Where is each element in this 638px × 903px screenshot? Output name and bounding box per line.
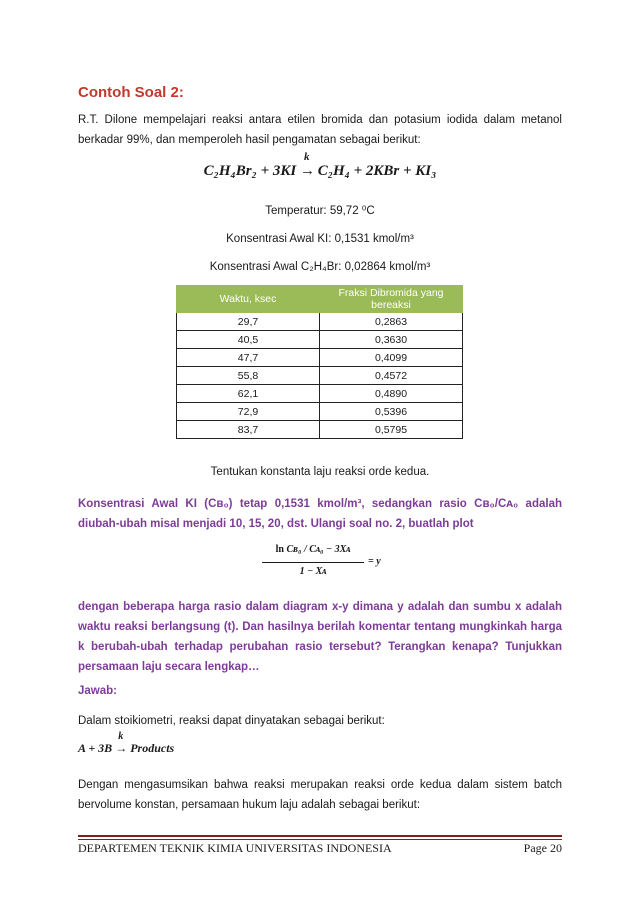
reaction-equation bbox=[78, 151, 562, 180]
table-cell: 0,4890 bbox=[320, 385, 463, 403]
equation-numerator: Cʙ₀ / Cᴀ₀ − 3Xᴀ bbox=[286, 544, 351, 555]
table-cell: 72,9 bbox=[177, 403, 320, 421]
example-heading: Contoh Soal 2: bbox=[78, 84, 184, 101]
table-cell: 62,1 bbox=[177, 385, 320, 403]
equation-ln: ln bbox=[275, 544, 284, 555]
reaction-arrow-label: k bbox=[303, 151, 310, 163]
footer-department: DEPARTEMEN TEKNIK KIMIA UNIVERSITAS INDONESIA bbox=[78, 841, 392, 855]
reaction-rhs: C₂H₄ + 2KBr + KI₃ bbox=[317, 163, 437, 179]
stoich-arrow-label: k bbox=[118, 731, 124, 742]
intro-paragraph: R.T. Dilone mempelajari reaksi antara etilen bromida dan potasium iodida dalam metanol berkadar 99%, dan memperoleh hasil pengamatan sebagai berikut: bbox=[78, 114, 562, 146]
condition-temperature: Temperatur: 59,72 ⁰C bbox=[265, 205, 375, 217]
table-row bbox=[177, 385, 463, 403]
stoich-lhs: A + 3B bbox=[78, 741, 113, 755]
purple-paragraph-1: Konsentrasi Awal KI (Cʙ₀) tetap 0,1531 kmol/m³, sedangkan rasio Cʙ₀/Cᴀ₀ adalah diubah-ubah misal menjadi 10, 15, 20, dst. Ulangi soal no. 2, buatlah plot bbox=[78, 498, 562, 530]
table-row bbox=[177, 331, 463, 349]
condition-ki: Konsentrasi Awal KI: 0,1531 kmol/m³ bbox=[226, 233, 414, 245]
table-cell: 47,7 bbox=[177, 349, 320, 367]
table-cell: 0,3630 bbox=[320, 331, 463, 349]
stoich-arrow: → bbox=[115, 741, 128, 755]
table-header-row bbox=[177, 286, 463, 313]
equation-denominator: 1 − Xᴀ bbox=[299, 566, 327, 577]
table-cell: 0,4099 bbox=[320, 349, 463, 367]
footer-page-number: Page 20 bbox=[523, 841, 562, 855]
table-cell: 0,2863 bbox=[320, 313, 463, 331]
table-header-fraction: Fraksi Dibromida yang bereaksi bbox=[320, 286, 463, 313]
table-row bbox=[177, 421, 463, 439]
stoichiometric-equation bbox=[78, 731, 175, 756]
answer-label: Jawab: bbox=[78, 685, 117, 697]
reaction-lhs: C₂H₄Br₂ + 3KI bbox=[203, 163, 297, 179]
table-row bbox=[177, 349, 463, 367]
table-cell: 83,7 bbox=[177, 421, 320, 439]
fraction-bar bbox=[262, 562, 364, 563]
table-row bbox=[177, 367, 463, 385]
table-cell: 0,4572 bbox=[320, 367, 463, 385]
condition-c2h4br: Konsentrasi Awal C₂H₄Br: 0,02864 kmol/m³ bbox=[209, 261, 431, 273]
stoichiometry-intro: Dalam stoikiometri, reaksi dapat dinyatakan sebagai berikut: bbox=[78, 715, 385, 727]
table-row bbox=[177, 313, 463, 331]
footer-rule bbox=[78, 835, 562, 840]
equation-rhs: = y bbox=[368, 556, 381, 567]
table-cell: 0,5795 bbox=[320, 421, 463, 439]
table-row bbox=[177, 403, 463, 421]
closing-paragraph: Dengan mengasumsikan bahwa reaksi merupakan reaksi orde kedua dalam sistem batch bervolume konstan, persamaan hukum laju adalah sebagai berikut: bbox=[78, 779, 562, 811]
table-header-time: Waktu, ksec bbox=[177, 286, 320, 313]
table-cell: 55,8 bbox=[177, 367, 320, 385]
reaction-arrow: → bbox=[299, 163, 315, 179]
table-cell: 0,5396 bbox=[320, 403, 463, 421]
task-text: Tentukan konstanta laju reaksi orde kedua. bbox=[210, 466, 430, 478]
purple-paragraph-2: dengan beberapa harga rasio dalam diagram x-y dimana y adalah dan sumbu x adalah waktu reaksi berlangsung (t). Dan hasilnya berilah komentar tentang mungkinkah harga k berubah-ubah terhadap perubahan rasio tersebut? Terangkan kenapa? Tunjukkan persamaan laju secara lengkap… bbox=[78, 601, 562, 673]
stoich-rhs: Products bbox=[130, 741, 175, 755]
table-cell: 40,5 bbox=[177, 331, 320, 349]
data-table bbox=[176, 285, 463, 439]
table-cell: 29,7 bbox=[177, 313, 320, 331]
